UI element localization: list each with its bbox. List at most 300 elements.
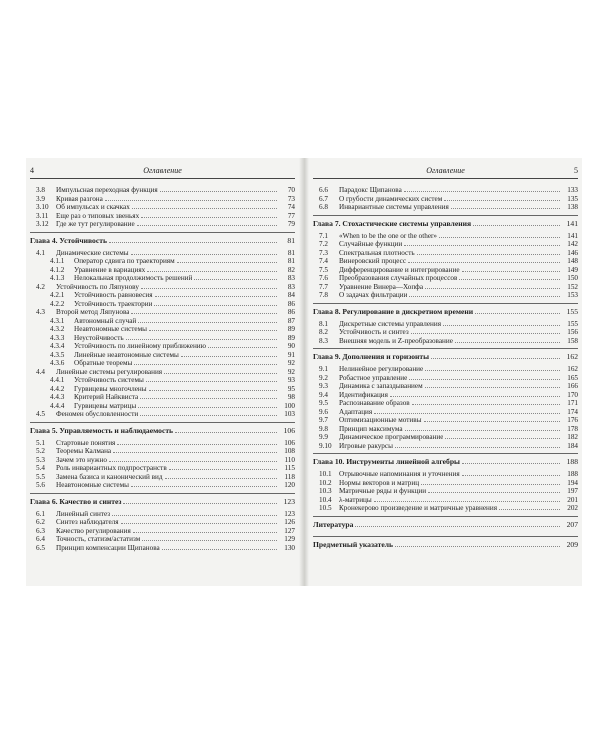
section-title: Устойчивость и синтез [339,328,409,336]
section-title: Идентификация [339,390,388,399]
section-number: 4.3.3 [50,333,65,342]
section-number: 7.1 [319,231,328,240]
toc-section[interactable] [30,510,295,519]
page-ref: 83 [287,274,295,282]
section-title: Второй метод Ляпунова [56,308,130,316]
page-ref: 81 [287,248,295,257]
section-number: 9.4 [319,390,328,399]
toc-section[interactable] [30,212,295,221]
toc-section[interactable] [313,382,578,391]
dot-leader [473,225,560,226]
section-title: Уравнение в вариациях [74,265,146,274]
dot-leader [475,313,560,314]
section-title: Дифференцирование и интегрирование [339,265,460,274]
dot-leader [123,503,277,504]
dot-leader [462,463,560,464]
section-title: Зачем это нужно [56,455,107,464]
book-spread [26,158,582,586]
dot-leader [390,396,560,397]
toc-section[interactable] [313,195,578,204]
section-number: 10.2 [319,478,332,487]
section-title: Принцип максимума [339,424,403,433]
separator-line [313,215,578,216]
page-ref: 81 [287,257,295,265]
section-title: Устойчивость системы [74,376,144,384]
section-number: 7.2 [319,240,328,248]
toc-subsection[interactable] [30,317,295,326]
page-ref: 148 [567,257,578,265]
section-title: Нелокальная продолжимость решений [74,274,193,282]
page-ref: 89 [287,325,295,333]
dot-leader [425,288,560,289]
toc-section[interactable] [313,416,578,425]
section-number: 4.1.3 [50,274,65,282]
dot-leader [126,339,277,340]
dot-leader [109,242,277,243]
toc-section[interactable] [30,203,295,212]
toc-section[interactable] [313,365,578,374]
page-ref: 127 [284,526,295,535]
section-title: Оператор сдвига по траекториям [74,257,175,265]
toc-section[interactable] [313,408,578,417]
toc-section[interactable] [313,479,578,488]
dot-leader [134,364,277,365]
dot-leader [113,452,277,453]
chapter-title: Литература [313,519,354,529]
section-title: Автономный случай [74,316,137,325]
spacer [313,530,578,533]
page-ref: 70 [287,186,295,194]
chapter-title: Глава 6. Качество и синтез [30,496,122,506]
dot-leader [451,208,560,209]
section-title: Робастное управление [339,373,408,382]
toc-section[interactable] [313,186,578,195]
section-title: Устойчивость траектории [74,299,153,308]
dot-leader [409,296,560,297]
page-ref: 142 [567,240,578,248]
dot-leader [194,279,277,280]
page-ref: 170 [567,390,578,399]
dot-leader [462,271,560,272]
section-title: Дискретные системы управления [339,319,442,328]
toc-section[interactable] [30,527,295,536]
page-ref: 197 [567,487,578,495]
dot-leader [443,325,560,326]
toc-section[interactable] [313,291,578,300]
dot-leader [417,254,560,255]
toc-section[interactable] [30,439,295,448]
dot-leader [395,546,560,547]
section-title: Внешняя модель и Z-преобразование [339,336,453,345]
separator-line [313,536,578,537]
page-ref: 73 [287,194,295,203]
toc-section[interactable] [313,328,578,337]
section-title: «When to be the one or the other» [339,231,437,240]
page-ref: 178 [567,424,578,433]
section-title: Еще раз о типовых звеньях [56,211,140,220]
toc-section[interactable] [313,433,578,442]
section-number: 4.4.2 [50,384,65,393]
toc-chapter[interactable] [30,426,295,436]
toc-section[interactable] [313,337,578,346]
section-title: Отрывочные напоминания и уточнения [339,470,460,478]
page-ref: 100 [284,401,295,410]
section-number: 5.5 [36,472,45,481]
page-ref: 202 [567,504,578,512]
page-ref: 106 [284,438,295,447]
dot-leader [138,407,277,408]
page-ref: 188 [566,457,578,466]
page-ref: 93 [287,376,295,384]
toc-section[interactable] [30,283,295,292]
page-ref: 135 [567,194,578,203]
dot-leader [408,262,560,263]
dot-leader [421,484,560,485]
section-number: 10.3 [319,487,332,495]
toc-section[interactable] [313,425,578,434]
toc-chapter[interactable] [313,352,578,362]
dot-leader [164,373,277,374]
page-ref: 92 [287,359,295,367]
dot-leader [131,254,277,255]
toc-section[interactable] [313,470,578,479]
section-number: 9.2 [319,373,328,382]
section-number: 4.1.1 [50,257,65,265]
dot-leader [444,200,560,201]
page-ref: 188 [567,470,578,478]
page-ref: 123 [284,509,295,518]
dot-leader [169,469,277,470]
separator-line [313,303,578,304]
section-number: 4.2 [36,282,45,291]
section-title: Гурвицевы многочлены [74,384,147,393]
page-ref: 194 [567,478,578,487]
dot-leader [132,208,277,209]
dot-leader [105,200,277,201]
chapter-title: Глава 9. Дополнения и горизонты [313,352,430,361]
toc-chapter[interactable] [30,236,295,246]
toc-chapter[interactable] [30,497,295,507]
page-ref: 98 [287,393,295,401]
page-ref: 133 [567,186,578,194]
page-ref: 158 [567,336,578,345]
dot-leader [121,523,277,524]
dot-leader [374,501,560,502]
page-ref: 141 [566,218,578,228]
section-number: 6.6 [319,186,328,194]
section-title: Стартовые понятия [56,438,116,447]
section-number: 4.4 [36,367,45,376]
section-number: 9.1 [319,365,328,373]
toc-section[interactable] [313,232,578,241]
toc-subsection[interactable] [30,257,295,266]
page-ref: 115 [284,464,295,472]
toc-subsection[interactable] [30,402,295,411]
toc-subsection[interactable] [30,334,295,343]
dot-leader [154,305,277,306]
toc-section[interactable] [313,249,578,258]
dot-leader [165,478,277,479]
section-title: Линейный синтез [56,509,111,518]
toc-section[interactable] [30,464,295,473]
section-number: 4.3.4 [50,342,65,350]
dot-leader [424,421,560,422]
dot-leader [374,413,560,414]
toc-section[interactable] [313,320,578,329]
section-title: Где же тут регулирование [56,220,135,228]
toc-subsection[interactable] [30,342,295,351]
section-title: Неавтономные системы [56,481,129,489]
toc-section[interactable] [30,473,295,482]
section-title: Об импульсах и скачках [56,203,130,211]
section-title: Инвариантные системы управления [339,203,449,211]
page-ref: 150 [567,274,578,282]
section-title: Нелинейное регулирование [339,365,424,373]
page-ref: 207 [566,519,578,529]
section-title: Качество регулирования [56,526,131,535]
section-number: 7.7 [319,282,328,291]
section-number: 4.2.2 [50,299,65,308]
section-title: Винеровский процесс [339,257,407,265]
page-ref: 174 [567,407,578,416]
page-ref: 209 [566,539,578,549]
left-page [26,158,299,586]
page-ref: 103 [284,410,295,418]
section-title: Синтез наблюдателя [56,518,119,526]
toc-section[interactable] [30,456,295,465]
toc-subsection[interactable] [30,376,295,385]
page-ref: 82 [287,265,295,274]
toc-section[interactable] [313,487,578,496]
toc-subsection[interactable] [30,300,295,309]
separator-line [313,516,578,517]
running-header [30,166,295,179]
toc-list [30,186,295,552]
running-header [313,166,578,179]
section-title: Устойчивость равновесия [74,291,153,299]
section-title: Распознавание образов [339,399,410,407]
section-title: Линейные неавтономные системы [74,350,179,359]
section-number: 8.1 [319,319,328,328]
dot-leader [405,430,560,431]
dot-leader [404,191,560,192]
separator-line [30,422,295,423]
dot-leader [404,245,560,246]
page-ref: 83 [287,282,295,291]
dot-leader [149,330,277,331]
toc-section[interactable] [30,186,295,195]
section-number: 4.3.1 [50,316,65,325]
page-ref: 146 [567,248,578,257]
dot-leader [146,381,277,382]
section-number: 5.6 [36,481,45,489]
chapter-title: Глава 10. Инструменты линейной алгебры [313,457,460,466]
section-title: Импульсная переходная функция [56,186,158,194]
dot-leader [425,387,560,388]
section-number: 4.4.3 [50,393,65,401]
section-number: 9.8 [319,424,328,433]
toc-section[interactable] [313,496,578,505]
page-ref: 138 [567,203,578,211]
dot-leader [459,279,560,280]
toc-subsection[interactable] [30,274,295,283]
section-number: 8.2 [319,328,328,336]
toc-subsection[interactable] [30,385,295,394]
section-title: Случайные функции [339,240,403,248]
section-title: Роль инвариантных подпространств [56,464,167,472]
dot-leader [395,447,560,448]
dot-leader [131,313,277,314]
page-ref: 79 [287,220,295,228]
section-number: 4.3.2 [50,325,65,333]
toc-section[interactable] [313,257,578,266]
dot-leader [138,322,277,323]
section-number: 7.8 [319,291,328,299]
page-ref: 123 [283,496,295,506]
page-ref: 152 [567,282,578,291]
toc-section[interactable] [30,481,295,490]
toc-chapter[interactable] [313,219,578,229]
section-number: 10.4 [319,495,332,504]
toc-section[interactable] [30,368,295,377]
page-ref: 74 [287,203,295,211]
toc-section[interactable] [30,195,295,204]
section-number: 7.4 [319,257,328,265]
toc-chapter[interactable] [313,307,578,317]
toc-section[interactable] [30,544,295,553]
section-number: 6.8 [319,203,328,211]
section-number: 5.1 [36,438,45,447]
toc-subsection[interactable] [30,325,295,334]
page-ref: 95 [287,384,295,393]
page-ref: 87 [287,316,295,325]
section-title: λ-матрицы [339,495,372,504]
page-ref: 162 [567,365,578,373]
toc-section[interactable] [30,535,295,544]
page-ref: 89 [287,333,295,342]
chapter-title: Глава 8. Регулирование в дискретном времени [313,306,474,316]
section-number: 9.5 [319,399,328,407]
header-title: Оглавление [143,166,182,175]
section-title: Игровые ракурсы [339,441,393,450]
section-number: 4.4.1 [50,376,65,384]
toc-section[interactable] [313,399,578,408]
page-ref: 110 [284,455,295,464]
page-ref: 184 [567,441,578,450]
dot-leader [142,540,277,541]
section-title: Динамические системы [56,248,129,257]
toc-list [313,186,578,553]
toc-section[interactable] [313,203,578,212]
separator-line [313,348,578,349]
toc-section[interactable] [30,220,295,229]
page-number: 4 [30,166,34,175]
toc-subsection[interactable] [30,266,295,275]
section-number: 6.7 [319,194,328,203]
toc-chapter[interactable] [313,540,578,550]
dot-leader [131,486,277,487]
dot-leader [141,217,277,218]
toc-section[interactable] [313,504,578,513]
toc-subsection[interactable] [30,351,295,360]
section-number: 3.10 [36,203,49,211]
dot-leader [355,526,560,527]
section-title: О задачах фильтрации [339,291,408,299]
page-number: 5 [574,166,578,175]
section-title: Теоремы Калмана [56,447,112,455]
section-number: 6.5 [36,543,45,552]
section-title: Неустойчивость [74,333,124,342]
book-gutter [299,158,309,586]
toc-chapter[interactable] [313,520,578,530]
dot-leader [428,492,560,493]
toc-subsection[interactable] [30,393,295,402]
section-title: Линейные системы регулирования [56,367,163,376]
section-number: 5.2 [36,447,45,455]
page-ref: 176 [567,416,578,424]
toc-section[interactable] [313,391,578,400]
toc-section[interactable] [313,442,578,451]
section-number: 4.1.2 [50,265,65,274]
separator-line [30,232,295,233]
dot-leader [117,444,277,445]
toc-section[interactable] [313,240,578,249]
section-title: Неавтономные системы [74,325,147,333]
section-number: 7.3 [319,248,328,257]
dot-leader [411,333,560,334]
section-number: 6.2 [36,518,45,526]
dot-leader [141,288,277,289]
section-title: Принцип компенсации Щипанова [56,543,160,552]
section-number: 7.5 [319,265,328,274]
toc-section[interactable] [313,283,578,292]
page-ref: 155 [567,319,578,328]
section-title: Феномен обусловленности [56,410,139,418]
page-ref: 182 [567,433,578,441]
page-ref: 91 [287,350,295,359]
section-title: Кривая разгона [56,194,103,203]
dot-leader [177,262,277,263]
toc-section[interactable] [30,249,295,258]
section-number: 9.7 [319,416,328,424]
separator-line [30,493,295,494]
toc-section[interactable] [30,308,295,317]
page-ref: 166 [567,382,578,390]
section-number: 9.10 [319,441,332,450]
dot-leader [425,370,560,371]
dot-leader [409,379,560,380]
toc-section[interactable] [313,274,578,283]
toc-chapter[interactable] [313,457,578,467]
toc-subsection[interactable] [30,291,295,300]
page-ref: 201 [567,495,578,504]
section-title: Оптимизационные мотивы [339,416,422,424]
toc-section[interactable] [30,410,295,419]
toc-section[interactable] [313,266,578,275]
page-ref: 86 [287,299,295,308]
toc-section[interactable] [30,447,295,456]
section-number: 3.9 [36,194,45,203]
dot-leader [112,515,277,516]
toc-section[interactable] [30,518,295,527]
section-number: 4.4.4 [50,401,65,410]
page-ref: 162 [566,352,578,361]
page-ref: 126 [284,518,295,526]
toc-section[interactable] [313,374,578,383]
toc-subsection[interactable] [30,359,295,368]
section-number: 9.9 [319,433,328,441]
chapter-title: Глава 7. Стохастические системы управления [313,218,472,228]
